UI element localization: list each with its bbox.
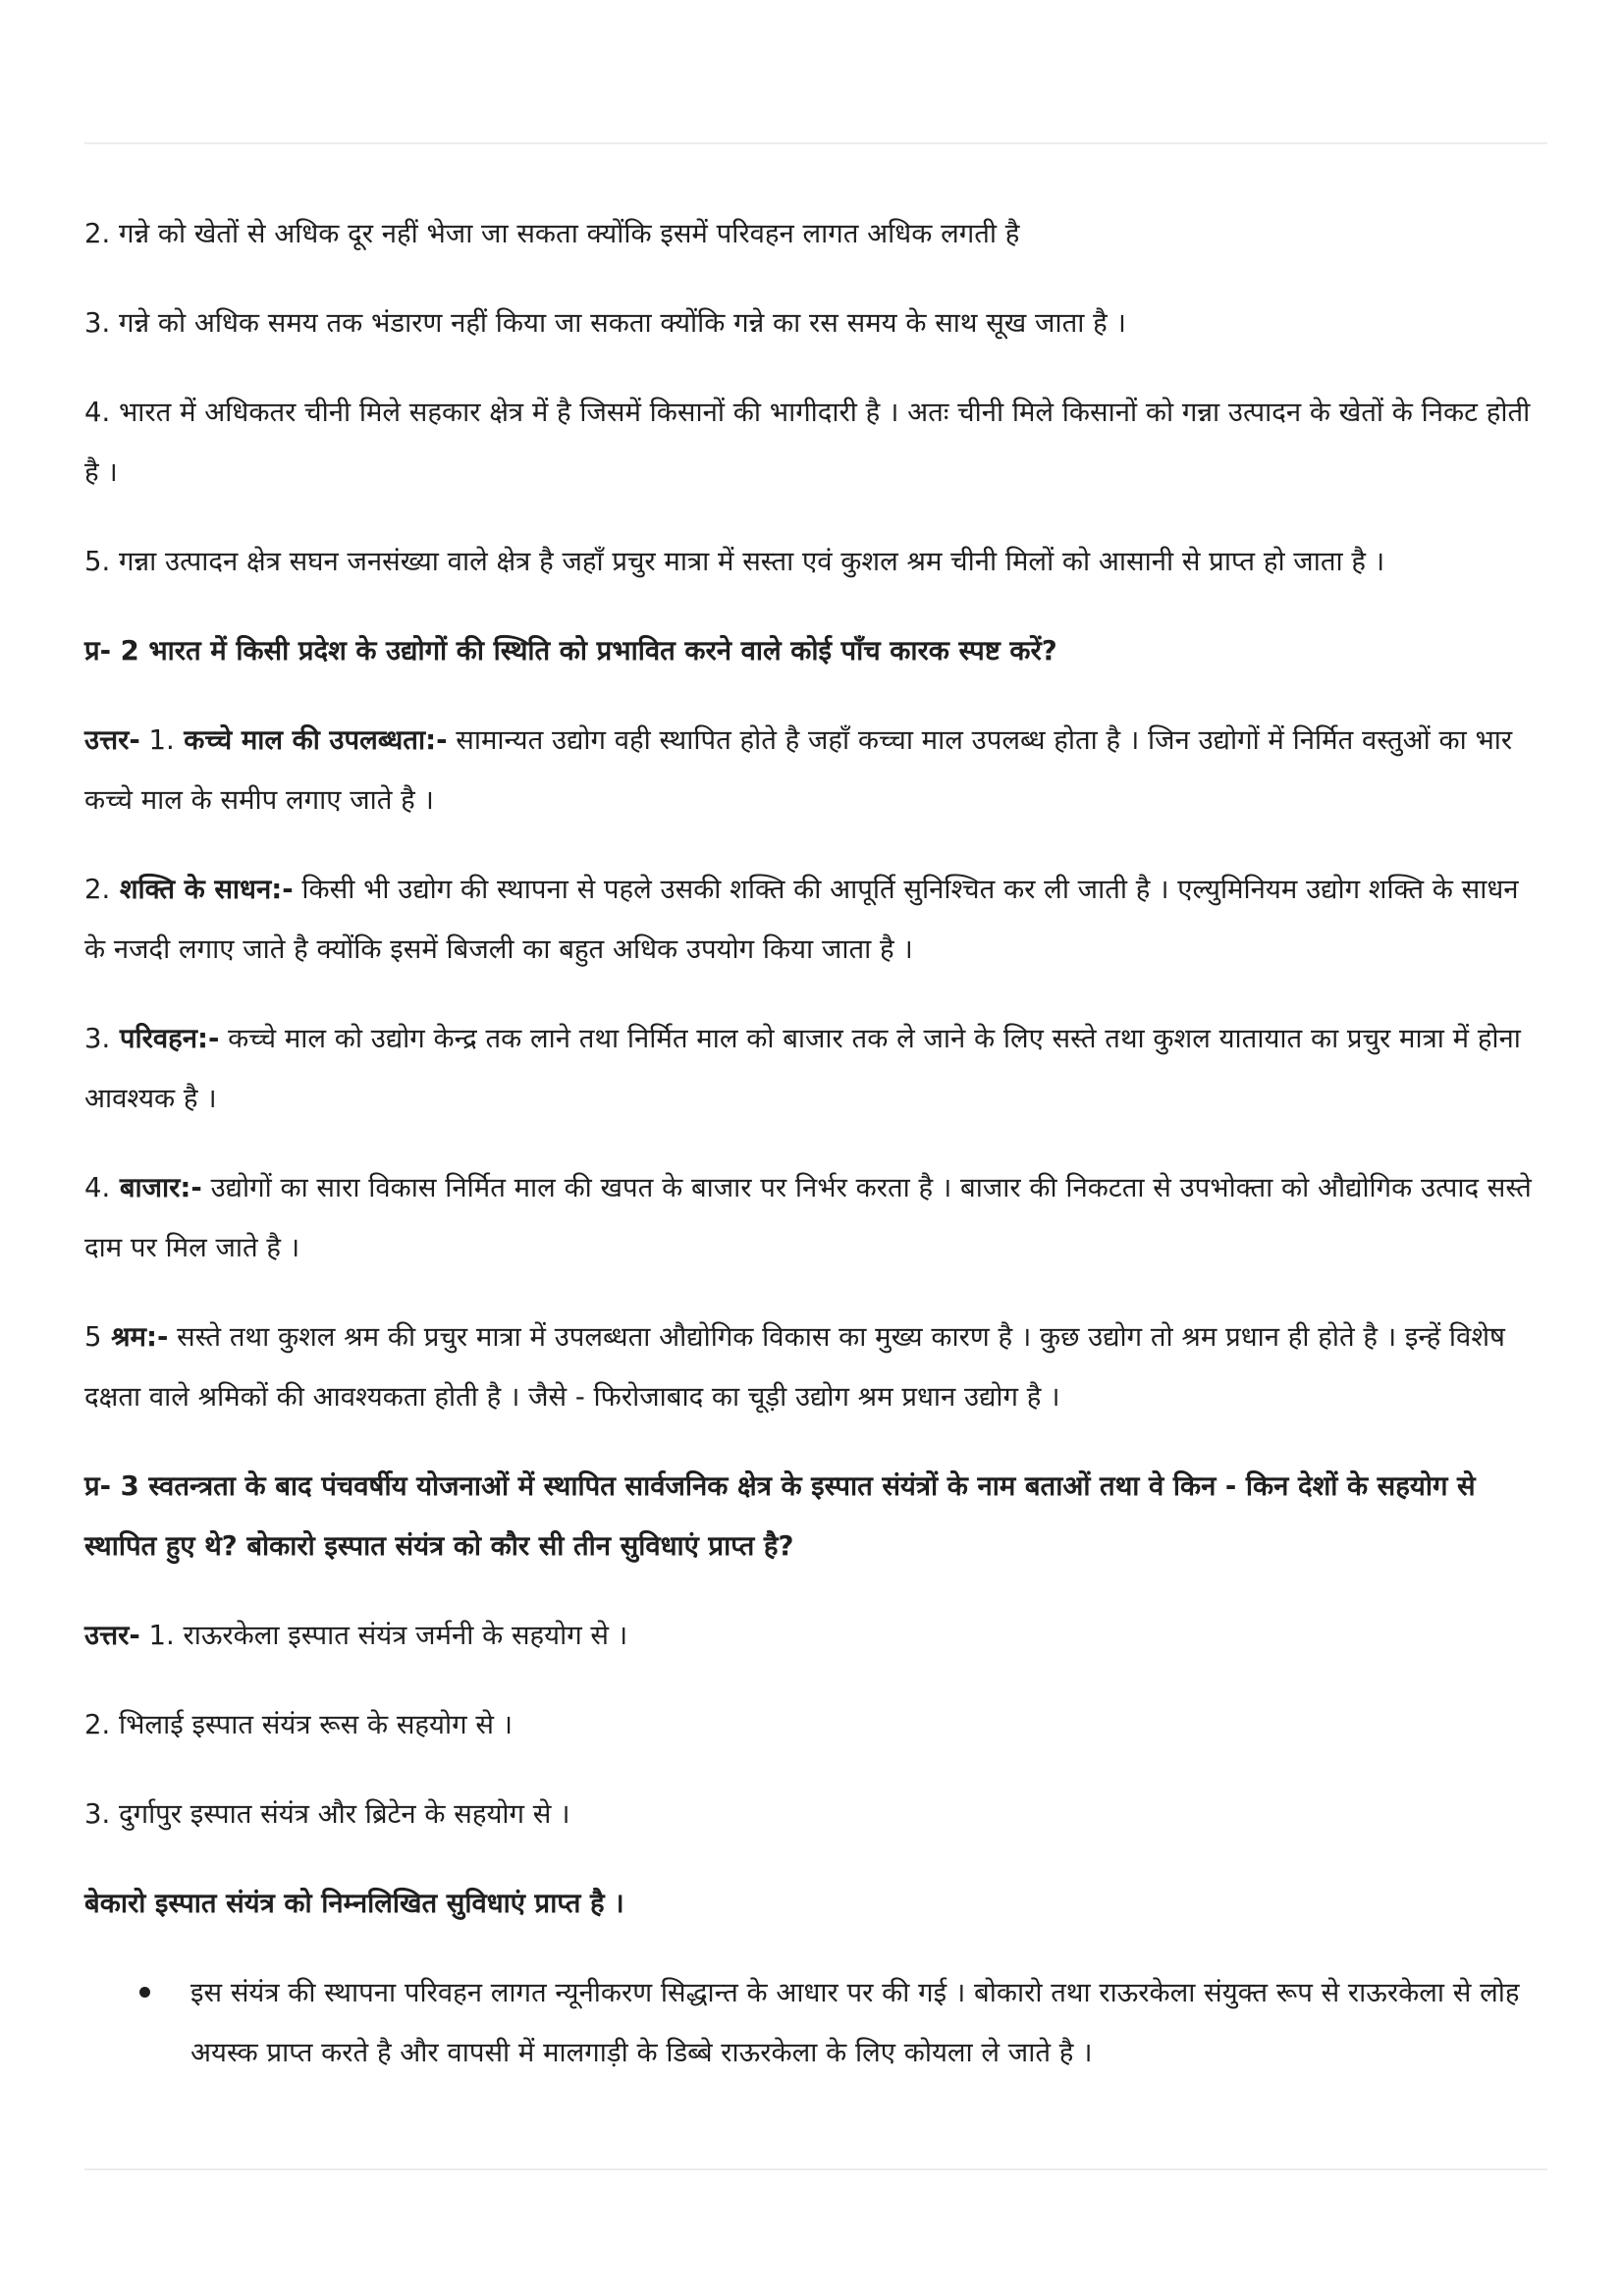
answer-2-item-2 — [84, 860, 1538, 980]
item-text: उद्योगों का सारा विकास निर्मित माल की खपत के बाजार पर निर्भर करता है । बाजार की निकटता से उपभोक्ता को औद्योगिक उत्पाद सस्ते दाम पर मिल जाते है । — [84, 1172, 1532, 1263]
item-text: 1. राऊरकेला इस्पात संयंत्र जर्मनी के सहयोग से । — [139, 1620, 628, 1651]
top-divider — [84, 142, 1547, 144]
point-4: 4. भारत में अधिकतर चीनी मिले सहकार क्षेत्र में है जिसमें किसानों की भागीदारी है । अतः चीनी मिले किसानों को गन्ना उत्पादन के खेतों के निकट होती है । — [84, 397, 1531, 488]
answer-lead: उत्तर- — [84, 1620, 140, 1651]
item-number: 1. — [139, 724, 175, 756]
item-number: 5 — [84, 1321, 102, 1353]
item-number: 2. — [84, 874, 111, 905]
question-3-text: प्र- 3 स्वतन्त्रता के बाद पंचवर्षीय योजनाओं में स्थापित सार्वजनिक क्षेत्र के इस्पात संयंत्रों के नाम बताओं तथा वे किन - किन देशों के सहयोग से स्थापित हुए थे? बोकारो इस्पात संयंत्र को कौर सी तीन सुविधाएं प्राप्त है? — [84, 1470, 1476, 1562]
question-3 — [84, 1457, 1538, 1576]
item-number: 4. — [84, 1172, 111, 1203]
answer-2-item-5 — [84, 1308, 1538, 1427]
answer-lead: उत्तर- — [84, 724, 140, 756]
item-term: बाजार:- — [110, 1172, 202, 1203]
bottom-divider — [84, 2168, 1547, 2170]
item-term: शक्ति के साधन:- — [110, 874, 294, 905]
answer-3-item-2: 2. भिलाई इस्पात संयंत्र रूस के सहयोग से । — [84, 1709, 514, 1740]
document-body — [84, 204, 1538, 2083]
answer-2-item-1 — [84, 711, 1538, 830]
item-text: सस्ते तथा कुशल श्रम की प्रचुर मात्रा में उपलब्धता औद्योगिक विकास का मुख्य कारण है । कुछ उद्योग तो श्रम प्रधान ही होते है । इन्हें विशेष दक्षता वाले श्रमिकों की आवश्यकता होती है । जैसे - फिरोजाबाद का चूड़ी उद्योग श्रम प्रधान उद्योग है । — [84, 1321, 1505, 1413]
bokaro-subheading — [84, 1874, 1538, 1934]
item-term: परिवहन:- — [110, 1023, 220, 1054]
question-2 — [84, 621, 1538, 681]
list-item: इस संयंत्र की स्थापना परिवहन लागत न्यूनीकरण सिद्धान्त के आधार पर की गई । बोकारो तथा राऊरकेला संयुक्त रूप से राऊरकेला से लोह अयस्क प्राप्त करते है और वापसी में मालगाड़ी के डिब्बे राऊरकेला के लिए कोयला ले जाते है । — [190, 1963, 1538, 2083]
question-2-text: प्र- 2 भारत में किसी प्रदेश के उद्योगों की स्थिति को प्रभावित करने वाले कोई पाँच कारक स्पष्ट करें? — [84, 635, 1057, 667]
answer-2-item-3 — [84, 1009, 1538, 1129]
subheading-text: बेकारो इस्पात संयंत्र को निम्नलिखित सुविधाएं प्राप्त है । — [84, 1888, 624, 1919]
point-2: 2. गन्ने को खेतों से अधिक दूर नहीं भेजा जा सकता क्योंकि इसमें परिवहन लागत अधिक लगती है — [84, 218, 1020, 249]
item-number: 3. — [84, 1023, 111, 1054]
answer-2-item-4 — [84, 1158, 1538, 1278]
answer-3-item-1 — [84, 1606, 1538, 1666]
item-text: किसी भी उद्योग की स्थापना से पहले उसकी शक्ति की आपूर्ति सुनिश्चित कर ली जाती है । एल्युमिनियम उद्योग शक्ति के साधन के नजदी लगाए जाते है क्योंकि इसमें बिजली का बहुत अधिक उपयोग किया जाता है । — [84, 874, 1519, 965]
item-text: सामान्यत उद्योग वही स्थापित होते है जहाँ कच्चा माल उपलब्ध होता है । जिन उद्योगों में निर्मित वस्तुओं का भार कच्चे माल के समीप लगाए जाते है । — [84, 724, 1513, 816]
point-5: 5. गन्ना उत्पादन क्षेत्र सघन जनसंख्या वाले क्षेत्र है जहाँ प्रचुर मात्रा में सस्ता एवं कुशल श्रम चीनी मिलों को आसानी से प्राप्त हो जाता है । — [84, 546, 1385, 577]
point-3: 3. गन्ने को अधिक समय तक भंडारण नहीं किया जा सकता क्योंकि गन्ने का रस समय के साथ सूख जाता है । — [84, 307, 1126, 339]
item-text: कच्चे माल को उद्योग केन्द्र तक लाने तथा निर्मित माल को बाजार तक ले जाने के लिए सस्ते तथा कुशल यातायात का प्रचुर मात्रा में होना आवश्यक है । — [84, 1023, 1521, 1114]
item-term: श्रम:- — [101, 1321, 169, 1353]
answer-3-item-3: 3. दुर्गापुर इस्पात संयंत्र और ब्रिटेन के सहयोग से । — [84, 1798, 570, 1830]
item-term: कच्चे माल की उपलब्धता:- — [174, 724, 448, 756]
bokaro-facilities-list — [84, 1963, 1538, 2083]
